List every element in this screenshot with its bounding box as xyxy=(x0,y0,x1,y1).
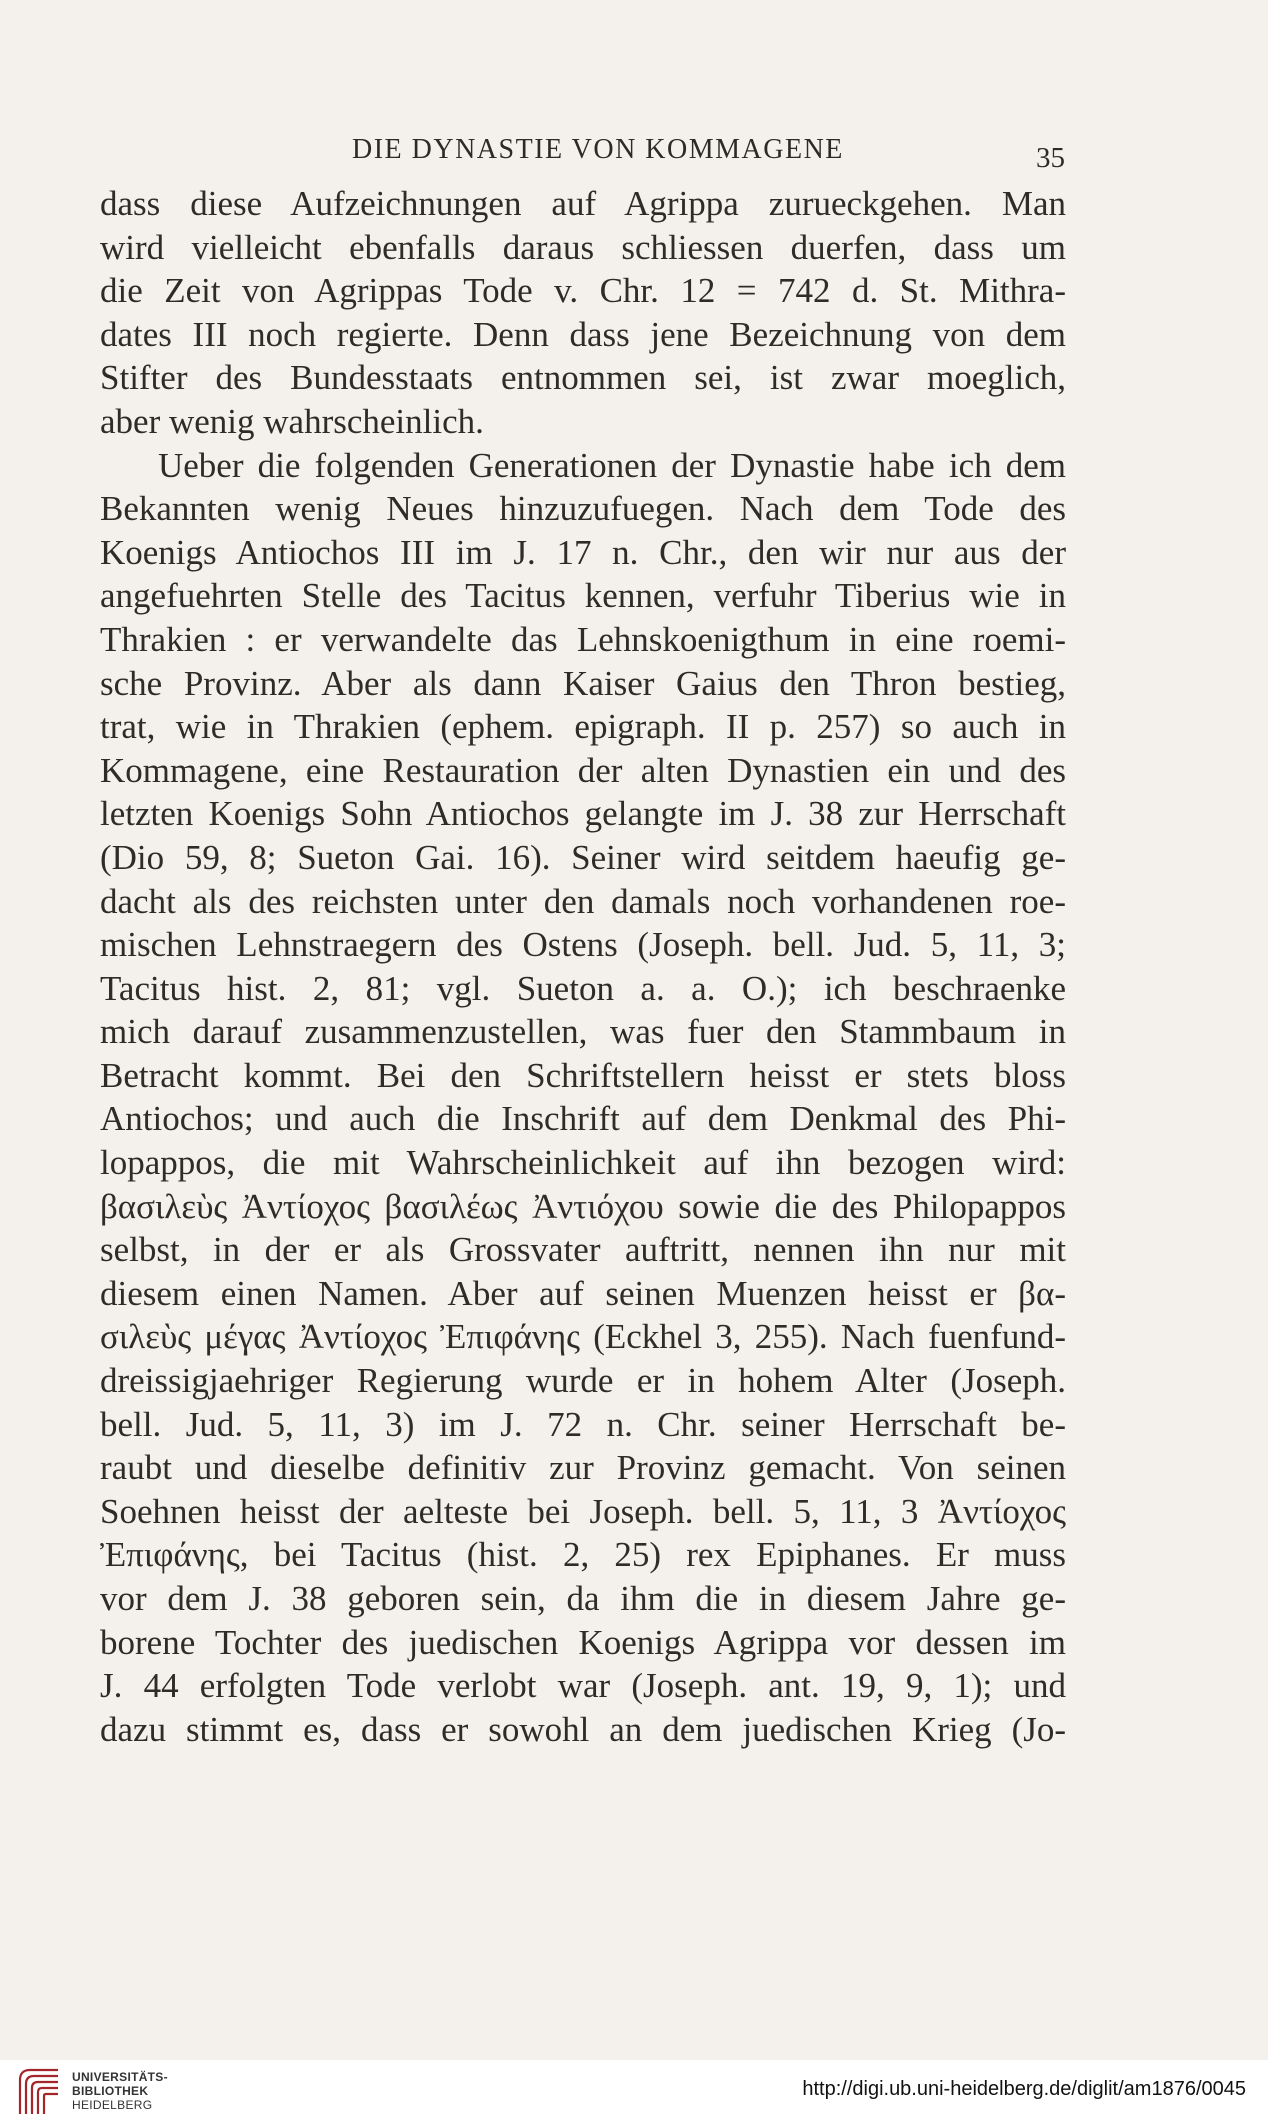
text-line: Antiochos; und auch die Inschrift auf dem Denkmal des Phi- xyxy=(100,1099,1066,1139)
text-line: Koenigs Antiochos III im J. 17 n. Chr., den wir nur aus der xyxy=(100,532,1066,572)
body-text xyxy=(100,182,1066,1751)
text-line: Kommagene, eine Restauration der alten Dynastien ein und des xyxy=(100,750,1066,790)
text-line: aber wenig wahrscheinlich. xyxy=(100,401,484,441)
running-head xyxy=(0,128,1268,174)
text-line: Bekannten wenig Neues hinzuzufuegen. Nach dem Tode des xyxy=(100,489,1066,529)
text-line: diesem einen Namen. Aber auf seinen Muenzen heisst er βα- xyxy=(100,1273,1066,1313)
text-line: dass diese Aufzeichnungen auf Agrippa zurueckgehen. Man xyxy=(100,184,1066,223)
text-line: Betracht kommt. Bei den Schriftstellern heisst er stets bloss xyxy=(100,1055,1066,1095)
text-line: vor dem J. 38 geboren sein, da ihm die in diesem Jahre ge- xyxy=(100,1579,1066,1618)
text-line: angefuehrten Stelle des Tacitus kennen, verfuhr Tiberius wie in xyxy=(100,576,1066,616)
footer-bar xyxy=(0,2060,1268,2125)
text-line: mischen Lehnstraegern des Ostens (Joseph. bell. Jud. 5, 11, 3; xyxy=(100,925,1066,965)
text-line: wird vielleicht ebenfalls daraus schliessen duerfen, dass um xyxy=(100,227,1066,267)
text-line: die Zeit von Agrippas Tode v. Chr. 12 = 742 d. St. Mithra- xyxy=(100,271,1066,311)
text-line: dates III noch regierte. Denn dass jene Bezeichnung von dem xyxy=(100,314,1066,354)
text-line: Soehnen heisst der aelteste bei Joseph. bell. 5, 11, 3 Ἀντίοχος xyxy=(100,1491,1066,1531)
text-line: J. 44 erfolgten Tode verlobt war (Joseph. ant. 19, 9, 1); und xyxy=(100,1666,1066,1706)
text-line: lopappos, die mit Wahrscheinlichkeit auf ihn bezogen wird: xyxy=(100,1143,1066,1183)
source-url-link[interactable]: http://digi.ub.uni-heidelberg.de/diglit/am1876/0045 xyxy=(802,2078,1246,2100)
text-line: (Dio 59, 8; Sueton Gai. 16). Seiner wird seitdem haeufig ge- xyxy=(100,837,1066,877)
library-name-line: UNIVERSITÄTS- xyxy=(72,2070,168,2084)
text-line: Ἐπιφάνης, bei Tacitus (hist. 2, 25) rex Epiphanes. Er muss xyxy=(100,1535,1066,1575)
text-line: dazu stimmt es, dass er sowohl an dem juedischen Krieg (Jo- xyxy=(100,1709,1066,1749)
text-line: sche Provinz. Aber als dann Kaiser Gaius den Thron bestieg, xyxy=(100,663,1066,703)
text-line: Thrakien : er verwandelte das Lehnskoenigthum in eine roemi- xyxy=(100,619,1066,659)
text-line: dacht als des reichsten unter den damals noch vorhandenen roe- xyxy=(100,881,1066,921)
text-line: letzten Koenigs Sohn Antiochos gelangte im J. 38 zur Herrschaft xyxy=(100,794,1066,834)
text-line: raubt und dieselbe definitiv zur Provinz gemacht. Von seinen xyxy=(100,1448,1066,1488)
library-name-line: BIBLIOTHEK xyxy=(72,2084,149,2098)
text-line: borene Tochter des juedischen Koenigs Agrippa vor dessen im xyxy=(100,1622,1066,1662)
text-line: Stifter des Bundesstaats entnommen sei, ist zwar moeglich, xyxy=(100,358,1066,398)
text-line: trat, wie in Thrakien (ephem. epigraph. II p. 257) so auch in xyxy=(100,707,1066,747)
library-logo-icon xyxy=(14,2064,66,2118)
library-name-line: HEIDELBERG xyxy=(72,2098,153,2112)
text-line: Ueber die folgenden Generationen der Dynastie habe ich dem xyxy=(158,445,1066,485)
text-line: selbst, in der er als Grossvater auftritt, nennen ihn nur mit xyxy=(100,1230,1066,1270)
library-name xyxy=(72,2070,168,2112)
text-line: dreissigjaehriger Regierung wurde er in hohem Alter (Joseph. xyxy=(100,1361,1066,1401)
page-number: 35 xyxy=(1036,142,1065,174)
text-line: bell. Jud. 5, 11, 3) im J. 72 n. Chr. seiner Herrschaft be- xyxy=(100,1404,1066,1444)
text-line: Tacitus hist. 2, 81; vgl. Sueton a. a. O.); ich beschraenke xyxy=(100,968,1066,1008)
text-line: σιλεὺς μέγας Ἀντίοχος Ἐπιφάνης (Eckhel 3, 255). Nach fuenfund- xyxy=(100,1317,1066,1357)
running-head-title: DIE DYNASTIE VON KOMMAGENE xyxy=(352,134,844,165)
text-line: βασιλεὺς Ἀντίοχος βασιλέως Ἀντιόχου sowie die des Philopappos xyxy=(100,1186,1066,1226)
text-line: mich darauf zusammenzustellen, was fuer den Stammbaum in xyxy=(100,1012,1066,1052)
